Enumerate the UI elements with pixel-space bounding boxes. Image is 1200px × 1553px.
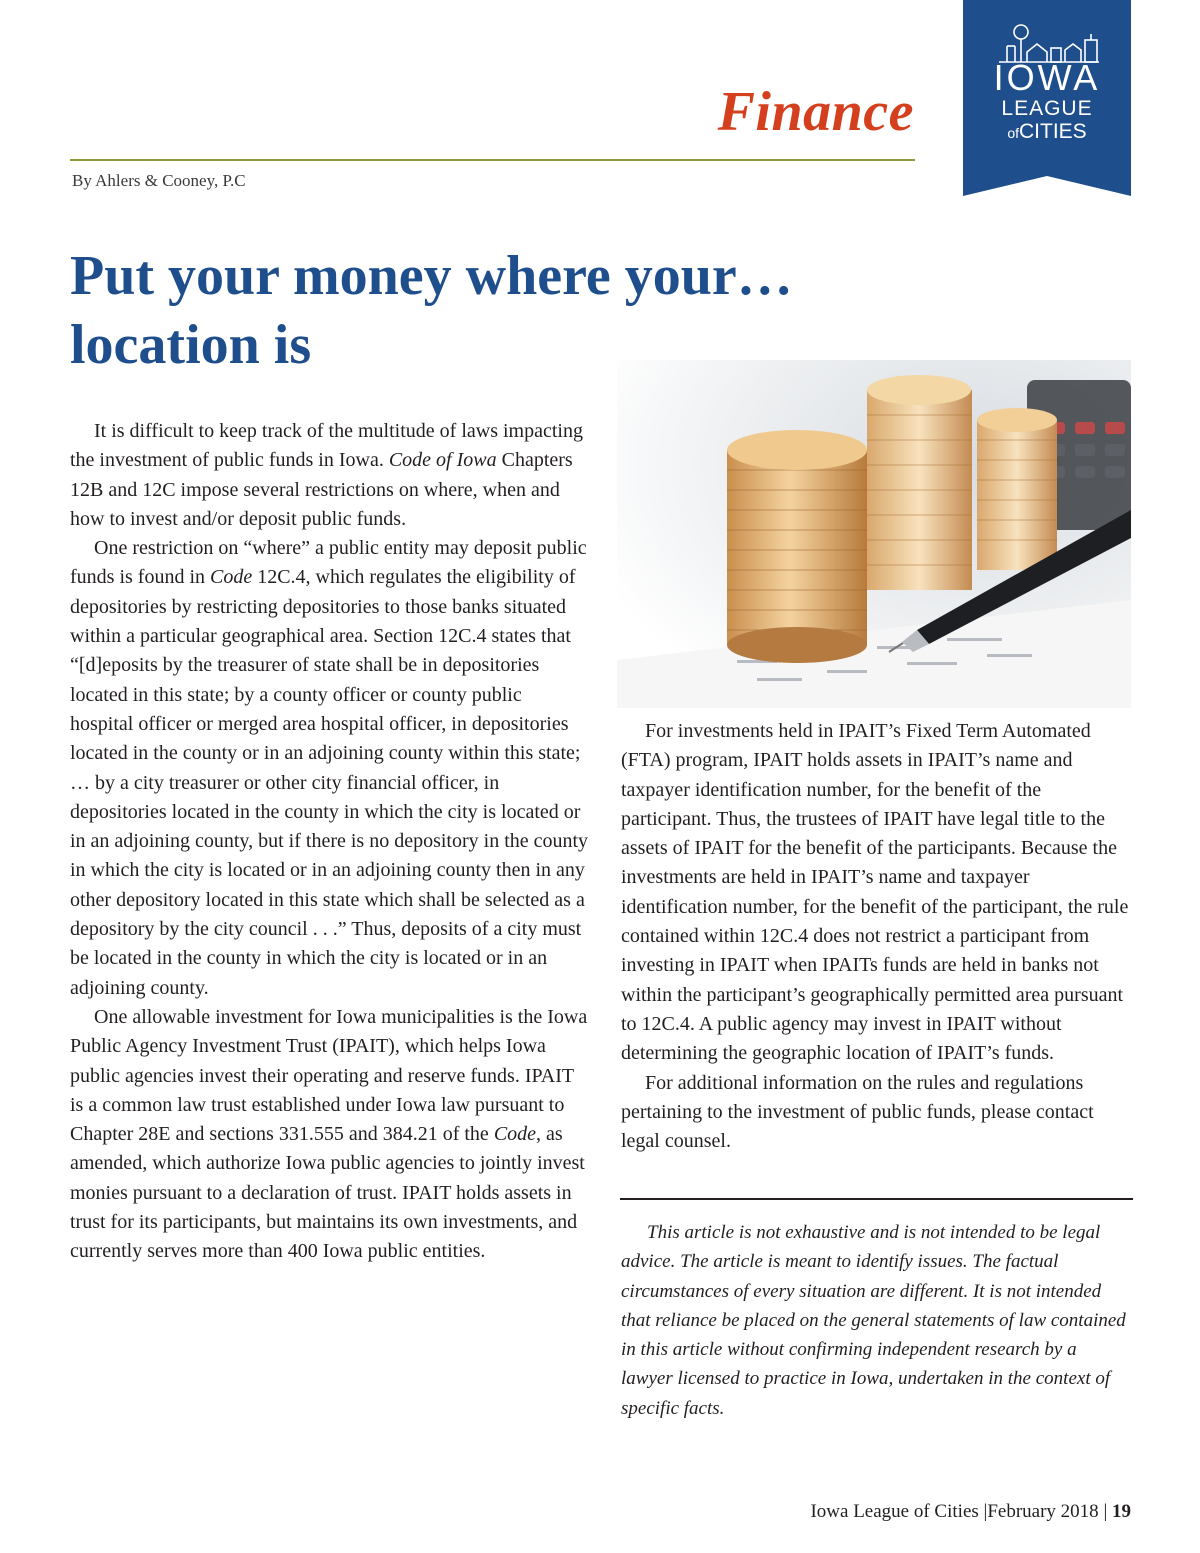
article-column-left — [70, 417, 590, 1267]
section-title: Finance — [717, 81, 914, 143]
body-paragraph: One restriction on “where” a public entity may deposit public funds is found in Code 12C.4, which regulates the eligibility of depositories by restricting depositories to those banks situated within a particular geographical area. Section 12C.4 states that “[d]eposits by the treasurer of state shall be in depositories located in this state; by a county officer or county public hospital officer or merged area hospital officer, in depositories located in the county or in an adjoining county within this state; … by a city treasurer or other city financial officer, in depositories located in the county in which the city is located or in an adjoining county, but if there is no depository in the county in which the city is located or in an adjoining county then in any other depository located in this state which shall be selected as a depository by the city council . . .” Thus, deposits of a city must be located in the county in which the city is located or in an adjoining county. — [70, 537, 589, 999]
header-rule — [70, 159, 915, 161]
footer-publication: Iowa League of Cities — [810, 1501, 979, 1522]
byline: By Ahlers & Cooney, P.C — [72, 171, 246, 190]
article-column-right — [621, 717, 1136, 1156]
footer-separator: | — [983, 1501, 988, 1522]
headline-line-2: location is — [70, 314, 312, 376]
body-paragraph: One allowable investment for Iowa municipalities is the Iowa Public Agency Investment Trust (IPAIT), which helps Iowa public agencies invest their operating and reserve funds. IPAIT is a common law trust established under Iowa law pursuant to Chapter 28E and sections 331.555 and 384.21 of the Code, as amended, which authorize Iowa public agencies to jointly invest monies pursuant to a declaration of trust. IPAIT holds assets in trust for its participants, but maintains its own investments, and currently serves more than 400 Iowa public entities. — [70, 1005, 588, 1263]
footer-separator: | — [1103, 1501, 1108, 1522]
footer-date: February 2018 — [987, 1501, 1099, 1522]
coins-and-pen-photo — [617, 360, 1131, 708]
body-paragraph: For investments held in IPAIT’s Fixed Term Automated (FTA) program, IPAIT holds assets in IPAIT’s name and taxpayer identification number, for the benefit of the participant. Thus, the trustees of IPAIT have legal title to the assets of IPAIT for the benefit of the participants. Because the investments are held in IPAIT’s name and taxpayer identification number, for the benefit of the participant, the rule contained within 12C.4 does not restrict a participant from investing in IPAIT when IPAITs funds are held in banks not within the participant’s geographically permitted area pursuant to 12C.4. A public agency may invest in IPAIT without determining the geographic location of IPAIT’s funds. — [621, 720, 1129, 1065]
logo-line-cities: ofCITIES — [1007, 120, 1087, 143]
body-paragraph: It is difficult to keep track of the multitude of laws impacting the investment of public funds in Iowa. Code of Iowa Chapters 12B and 12C impose several restrictions on where, when and how to invest and/or deposit public funds. — [70, 420, 583, 530]
logo-wordmark — [963, 57, 1131, 143]
page-number: 19 — [1112, 1501, 1131, 1522]
headline-line-1: Put your money where your… — [70, 245, 793, 307]
logo-line-iowa: IOWA — [993, 57, 1101, 98]
legal-disclaimer: This article is not exhaustive and is not intended to be legal advice. The article is meant to identify issues. The factual circumstances of every situation are different. It is not intended that reliance be placed on the general statements of law contained in this article without confirming independent research by a lawyer licensed to practice in Iowa, undertaken in the context of specific facts. — [621, 1222, 1126, 1419]
logo-line-league: LEAGUE — [1001, 97, 1093, 120]
body-paragraph: For additional information on the rules and regulations pertaining to the investment of public funds, please contact legal counsel. — [621, 1071, 1094, 1153]
page-footer — [810, 1501, 1131, 1523]
disclaimer-rule — [620, 1198, 1133, 1200]
